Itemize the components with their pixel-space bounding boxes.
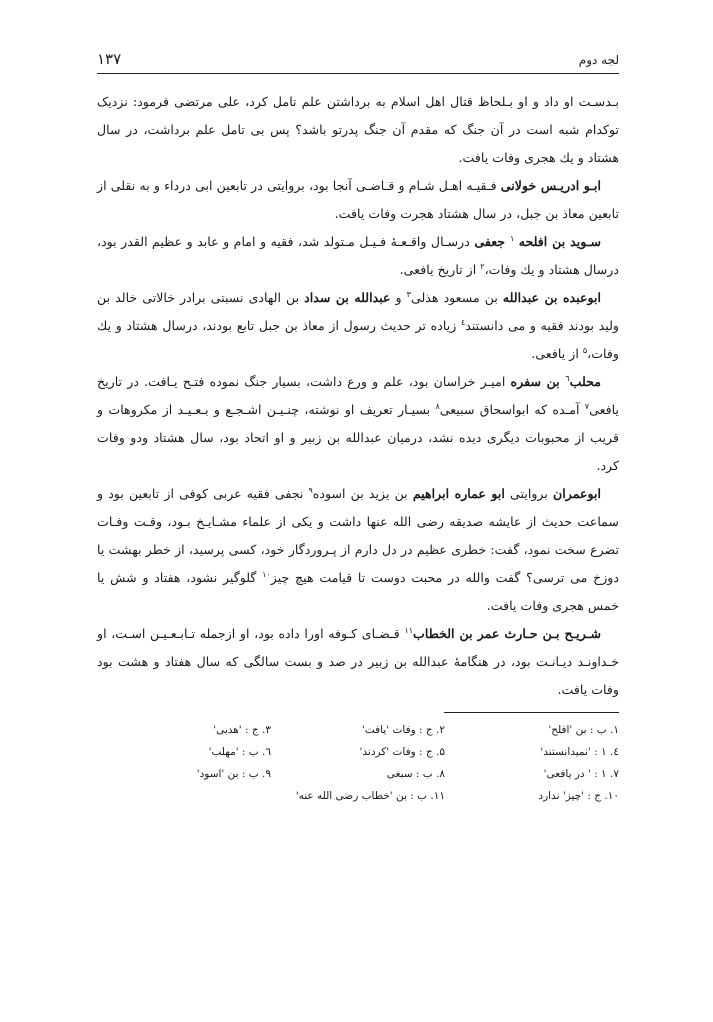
footnote-marker: ۷ [584, 401, 590, 411]
footnote-item: ۱. ب : بن 'افلح' [548, 724, 619, 736]
footnote-marker: ۸ [435, 401, 440, 411]
footnote-item: ۸. ب : سبغی [386, 768, 445, 780]
entry-name: محلب [569, 374, 601, 389]
paragraph-text: بروایتی [504, 486, 554, 501]
footnotes [97, 719, 619, 807]
paragraph-text: از تاریخ یافعی. [399, 262, 481, 277]
footnote-marker: ٤ [460, 317, 466, 327]
entry-name: ابـو ادریـس خولانی [500, 178, 601, 193]
paragraph [97, 620, 619, 704]
footnote-item: ۷. ۱ : ' در یافعی' [543, 768, 619, 780]
footnote-item: ۲. ج : وفات 'یافت' [361, 724, 445, 736]
chapter-title: لجه دوم [578, 53, 619, 67]
paragraph [97, 172, 619, 228]
entry-name: ابوعمران [553, 486, 602, 501]
entry-name: جعفی [474, 234, 510, 249]
footnote-rule [444, 712, 619, 713]
footnote-marker: ۱۱ [404, 625, 414, 635]
paragraph-text: بسیـار تعریف او نوشته، چنـیـن اشـجـع و بـعـیـد از مکروهات و قریب از محبوبات دیگری دیده نشد، درمیان عبدالله بن زبیر و او اتحاد بود، سال هشتاد ودو وفات کرد. [97, 402, 619, 473]
footnote-item: ۱۱. ب : بن 'خطاب رضی الله عنه' [295, 790, 445, 802]
paragraph-text: بن مسعود هذلی [410, 290, 503, 305]
footnote-marker: ٦ [565, 373, 570, 383]
paragraph-text: نجفی فقیه عربی کوفی از تابعین بود و سماعت حدیث از عایشه صدیقه رضی الله عنها داشت و یکی از علماء مشـایـخ بـود، وقـت وفـات تضرع سخت نمود، گفت: خطری عظیم در دل دارم از پـروردگار خود، کسی پرسید، از خطر بهشت یا دوزخ می ترسی؟ گفت والله در محبت دوست تا قیامت هیچ چیز [97, 486, 619, 585]
paragraph-text: بن یزید بن اسوده [312, 486, 413, 501]
footnote-row [97, 719, 619, 741]
footnote-row [97, 763, 619, 785]
paragraph-text: درسـال واقـعـهٔ فـیـل مـتولد شد، فقیه و امام و عابد و عظیم القدر بود، درسال هشتاد و یك وفات، [97, 234, 619, 277]
footnote-item: ۹. ب : بن 'اسود' [196, 768, 271, 780]
paragraph-text: زیاده تر حدیث رسول از معاذ بن جبل تابع بودند، درسال هشتاد و یك وفات، [97, 318, 619, 361]
paragraph [97, 368, 619, 480]
paragraph [97, 284, 619, 368]
entry-name: عبدالله بن سداد [304, 290, 391, 305]
entry-name: سـوید بن افلحه [518, 234, 601, 249]
page-number: ۱۳۷ [97, 50, 122, 68]
paragraph-text: و [390, 290, 407, 305]
footnote-row [97, 741, 619, 763]
footnote-marker: ۱ [509, 233, 515, 243]
footnote-item: ٤. ۱ : 'نمیدانستند' [540, 746, 619, 758]
paragraph-text: بن الهادی نسبتی برادر خالاتی خالد بن ولید بودند فقیه و می دانستند [97, 290, 619, 333]
header-rule [97, 73, 619, 74]
footnote-item: ۵. ج : وفات 'کردند' [359, 746, 445, 758]
footnote-item [97, 785, 271, 807]
paragraph-text: از یافعی. [531, 346, 583, 361]
running-header [97, 50, 619, 69]
footnote-marker: ۵ [582, 345, 588, 355]
paragraph [97, 228, 619, 284]
document-page [97, 50, 619, 807]
body-text [97, 88, 619, 704]
footnote-marker: ۲ [480, 261, 485, 271]
footnote-item: ٦. ب : 'مهلب' [208, 746, 271, 758]
footnote-item: ۳. ج : 'هدبی' [213, 724, 271, 736]
paragraph [97, 88, 619, 172]
footnote-marker: ۱۰ [262, 569, 271, 579]
footnote-marker: ۳ [406, 289, 411, 299]
paragraph-text: گلوگیر نشود، هفتاد و شش یا خمس هجری وفات یافت. [97, 570, 619, 613]
footnote-marker: ۹ [308, 485, 313, 495]
entry-name: بن سفره [510, 374, 566, 389]
paragraph-text: فـقیـه اهـل شـام و قـاضـی آنجا بود، بروایتی در تابعین ابی درداء و به نقلی از تابعین معاذ بن جبل، در سال هشتاد هجرت وفات یافت. [97, 178, 619, 221]
paragraph-text: امیـر خراسان بود، علم و ورع داشت، بسیار جنگ نموده فتـح یـافت. در تاریخ یافعی [97, 374, 620, 417]
entry-name: ابو عماره ابراهیم [412, 486, 505, 501]
entry-name: شـریـح بـن حـارث عمر بن الخطاب [413, 626, 601, 641]
paragraph-text: بـدسـت او داد و او بـلحاظ قتال اهل اسلام به برداشتن علم تامل کرد، علی مرتضی فرمود: نزدیک توکدام شبه است در آن جنگ که مقدم آن جنگ پدرتو باشد؟ پس بی تامل علم برداشت، در سال هشتاد و یك هجری وفات یافت. [97, 94, 619, 165]
paragraph [97, 480, 619, 620]
entry-name: ابوعبده بن عبدالله [502, 290, 601, 305]
paragraph-text: قـضـای کـوفه اورا داده بود، او ازجمله تـابـعـیـن اسـت، او خـداونـد دیـانـت بود، در هنگامهٔ عبدالله بن زبیر در صد و بست سالگی که سال هفتاد و هشت بود وفات یافت. [97, 626, 619, 697]
paragraph-text: آمـده که ابواسحاق سبیعی [439, 402, 585, 417]
footnote-row [97, 785, 619, 807]
footnote-item: ۱۰. ج : 'چیز' ندارد [538, 790, 619, 802]
